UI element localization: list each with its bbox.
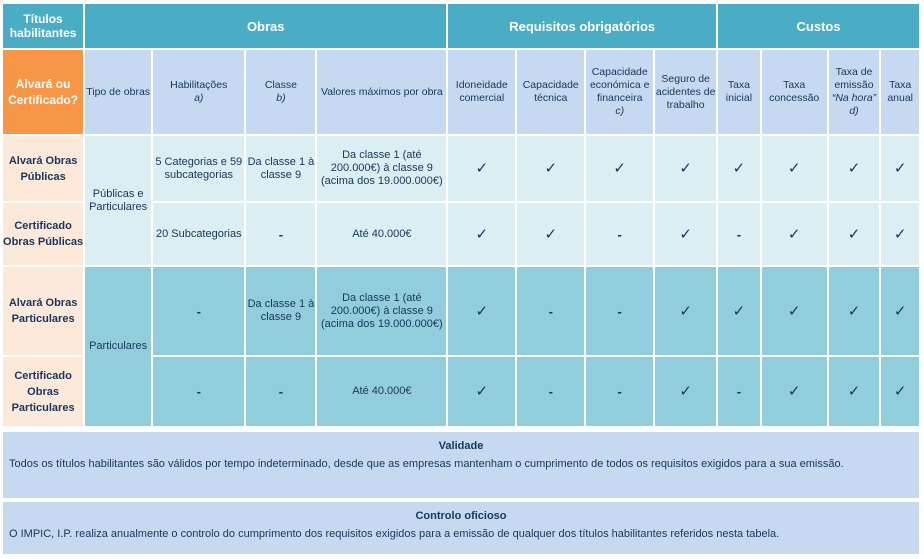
col-seguro: Seguro de acidentes de trabalho <box>655 50 716 134</box>
check-icon: ✓ <box>762 136 827 201</box>
check-icon: ✓ <box>829 357 880 426</box>
col-tipo-obras: Tipo de obras <box>85 50 151 134</box>
dash-mark: - <box>718 203 760 265</box>
col-taxa-concessao: Taxa concessão <box>762 50 827 134</box>
check-icon: ✓ <box>881 267 919 355</box>
check-icon: ✓ <box>762 267 827 355</box>
check-icon: ✓ <box>762 203 827 265</box>
check-icon: ✓ <box>829 203 880 265</box>
row-habilitacoes: 20 Subcategorias <box>153 203 244 265</box>
check-icon: ✓ <box>655 357 716 426</box>
tipo-particulares: Particulares <box>85 267 151 426</box>
header-obras: Obras <box>85 4 446 48</box>
check-icon: ✓ <box>718 267 760 355</box>
check-icon: ✓ <box>448 203 515 265</box>
validade-text: Todos os títulos habilitantes são válidos por tempo indeterminado, desde que as empresas mantenham o cumprimento de todos os requisitos exigidos para a sua emissão. <box>9 458 844 470</box>
check-icon: ✓ <box>829 136 880 201</box>
check-icon: ✓ <box>829 267 880 355</box>
dash-mark: - <box>586 203 653 265</box>
row-habilitacoes: 5 Categorias e 59 subcategorias <box>153 136 244 201</box>
controlo-text: O IMPIC, I.P. realiza anualmente o controlo do cumprimento dos requisitos exigidos para a emissão de qualquer dos títulos habilitantes referidos nesta tabela. <box>9 528 780 540</box>
row-titulo: Alvará Obras Públicas <box>3 136 83 201</box>
dash-mark: - <box>517 357 584 426</box>
validade-title: Validade <box>438 440 484 452</box>
header-alvara-ou-certificado: Alvará ou Certificado? <box>3 50 83 134</box>
dash-mark: - <box>517 267 584 355</box>
header-custos: Custos <box>718 4 919 48</box>
row-classe: Da classe 1 à classe 9 <box>246 136 315 201</box>
dash-mark: - <box>718 357 760 426</box>
check-icon: ✓ <box>655 136 716 201</box>
col-capacidade-tecnica: Capacidade técnica <box>517 50 584 134</box>
dash-mark: - <box>586 267 653 355</box>
col-taxa-inicial: Taxa inicial <box>718 50 760 134</box>
check-icon: ✓ <box>881 136 919 201</box>
controlo-note <box>3 502 919 554</box>
check-icon: ✓ <box>586 136 653 201</box>
check-icon: ✓ <box>718 136 760 201</box>
controlo-title: Controlo oficioso <box>415 510 507 522</box>
header-requisitos: Requisitos obrigatórios <box>448 4 716 48</box>
check-icon: ✓ <box>655 203 716 265</box>
check-icon: ✓ <box>448 136 515 201</box>
check-icon: ✓ <box>517 203 584 265</box>
col-classe: Classe b) <box>246 50 315 134</box>
check-icon: ✓ <box>881 357 919 426</box>
dash-mark: - <box>246 203 315 265</box>
col-habilitacoes: Habilitações a) <box>153 50 244 134</box>
row-valores: Até 40.000€ <box>317 357 446 426</box>
dash-mark: - <box>586 357 653 426</box>
col-taxa-anual: Taxa anual <box>881 50 919 134</box>
check-icon: ✓ <box>448 357 515 426</box>
row-classe: Da classe 1 à classe 9 <box>246 267 315 355</box>
row-valores: Da classe 1 (até 200.000€) à classe 9 (acima dos 19.000.000€) <box>317 136 446 201</box>
row-valores: Da classe 1 (até 200.000€) à classe 9 (acima dos 19.000.000€) <box>317 267 446 355</box>
col-taxa-emissao: Taxa de emissão “Na hora” d) <box>829 50 880 134</box>
check-icon: ✓ <box>881 203 919 265</box>
dash-mark: - <box>153 267 244 355</box>
col-valores: Valores máximos por obra <box>317 50 446 134</box>
check-icon: ✓ <box>448 267 515 355</box>
col-capacidade-financeira: Capacidade económica e financeira c) <box>586 50 653 134</box>
tipo-publicas-particulares: Públicas e Particulares <box>85 136 151 265</box>
titulos-habilitantes-table <box>1 2 921 428</box>
row-titulo: Certificado Obras Particulares <box>3 357 83 426</box>
validade-note <box>3 432 919 498</box>
row-titulo: Alvará Obras Particulares <box>3 267 83 355</box>
check-icon: ✓ <box>655 267 716 355</box>
col-idoneidade: Idoneidade comercial <box>448 50 515 134</box>
row-titulo: Certificado Obras Públicas <box>3 203 83 265</box>
dash-mark: - <box>246 357 315 426</box>
check-icon: ✓ <box>517 136 584 201</box>
header-titulos: Títulos habilitantes <box>3 4 83 48</box>
check-icon: ✓ <box>762 357 827 426</box>
row-valores: Até 40.000€ <box>317 203 446 265</box>
dash-mark: - <box>153 357 244 426</box>
